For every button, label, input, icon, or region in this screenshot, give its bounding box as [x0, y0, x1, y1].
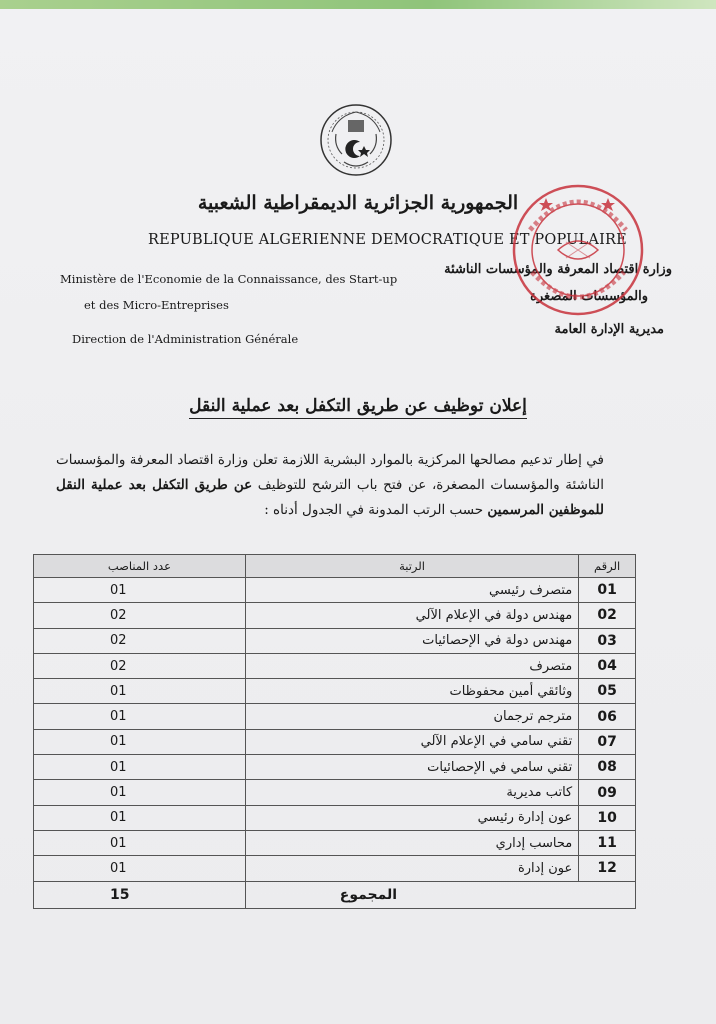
- cell-rank: عون إدارة رئيسي: [245, 805, 578, 830]
- cell-num: 10: [579, 805, 636, 830]
- ministry-ar-line2: والمؤسسات المصغرة: [530, 289, 648, 304]
- cell-posts: 01: [34, 856, 246, 881]
- cell-posts: 01: [34, 755, 246, 780]
- table-total-row: [34, 881, 636, 908]
- table-row: [34, 755, 636, 780]
- emblem-icon: [318, 102, 394, 178]
- cell-num: 02: [579, 603, 636, 628]
- cell-num: 03: [579, 628, 636, 653]
- table-row: [34, 704, 636, 729]
- intro-text-2: حسب الرتب المدونة في الجدول أدناه :: [264, 502, 488, 518]
- cell-num: 12: [579, 856, 636, 881]
- table-row: [34, 679, 636, 704]
- table-header-row: [34, 555, 636, 578]
- cell-posts: 01: [34, 780, 246, 805]
- cell-rank: محاسب إداري: [245, 830, 578, 855]
- cell-rank: عون إدارة: [245, 856, 578, 881]
- table-row: [34, 653, 636, 678]
- announcement-title-text: إعلان توظيف عن طريق التكفل بعد عملية النقل: [189, 396, 527, 419]
- cell-posts: 01: [34, 578, 246, 603]
- cell-posts: 01: [34, 830, 246, 855]
- cell-num: 06: [579, 704, 636, 729]
- cell-num: 05: [579, 679, 636, 704]
- ministry-fr-line2: et des Micro-Entreprises: [84, 298, 229, 312]
- cell-rank: مترجم ترجمان: [245, 704, 578, 729]
- total-label: المجموع: [245, 881, 635, 908]
- total-value: 15: [34, 881, 246, 908]
- cell-rank: كاتب مديرية: [245, 780, 578, 805]
- french-republic-title: REPUBLIQUE ALGERIENNE DEMOCRATIQUE ET POPULAIRE: [148, 232, 627, 248]
- table-row: [34, 805, 636, 830]
- cell-num: 11: [579, 830, 636, 855]
- table-row: [34, 856, 636, 881]
- cell-posts: 02: [34, 653, 246, 678]
- cell-posts: 01: [34, 805, 246, 830]
- table-row: [34, 830, 636, 855]
- table-row: [34, 578, 636, 603]
- intro-text-1: في إطار تدعيم مصالحها المركزية بالموارد البشرية اللازمة تعلن وزارة اقتصاد المعرفة والمؤسسات الناشئة والمؤسسات المصغرة، عن فتح باب الترشح للتوظيف: [56, 452, 604, 493]
- cell-rank: تقني سامي في الإحصائيات: [245, 755, 578, 780]
- table-row: [34, 729, 636, 754]
- cell-posts: 02: [34, 603, 246, 628]
- cell-posts: 02: [34, 628, 246, 653]
- cell-num: 09: [579, 780, 636, 805]
- ministry-fr-line1: Ministère de l'Economie de la Connaissance, des Start-up: [60, 272, 398, 286]
- positions-table: [33, 554, 636, 909]
- ministry-ar-line1: وزارة اقتصاد المعرفة والمؤسسات الناشئة: [444, 262, 672, 277]
- table-row: [34, 780, 636, 805]
- cell-num: 07: [579, 729, 636, 754]
- header-num: الرقم: [579, 555, 636, 578]
- header-posts: عدد المناصب: [34, 555, 246, 578]
- cell-rank: متصرف: [245, 653, 578, 678]
- direction-ar: مديرية الإدارة العامة: [554, 322, 664, 337]
- direction-fr: Direction de l'Administration Générale: [72, 332, 299, 346]
- announcement-title: [0, 396, 716, 416]
- cell-num: 01: [579, 578, 636, 603]
- cell-num: 08: [579, 755, 636, 780]
- cell-rank: متصرف رئيسي: [245, 578, 578, 603]
- table-row: [34, 603, 636, 628]
- cell-posts: 01: [34, 704, 246, 729]
- header-rank: الرتبة: [245, 555, 578, 578]
- intro-text-bold: عن طريق التكفل بعد عملية النقل للموظفين المرسمين: [56, 477, 604, 518]
- cell-rank: مهندس دولة في الإحصائيات: [245, 628, 578, 653]
- announcement-intro: [56, 448, 604, 523]
- stamp-icon: [508, 180, 648, 320]
- top-edge-strip: [0, 0, 716, 9]
- cell-rank: مهندس دولة في الإعلام الآلي: [245, 603, 578, 628]
- cell-posts: 01: [34, 729, 246, 754]
- table-row: [34, 628, 636, 653]
- cell-rank: وثائقي أمين محفوظات: [245, 679, 578, 704]
- cell-posts: 01: [34, 679, 246, 704]
- cell-num: 04: [579, 653, 636, 678]
- cell-rank: تقني سامي في الإعلام الآلي: [245, 729, 578, 754]
- arabic-republic-title: الجمهورية الجزائرية الديمقراطية الشعبية: [197, 192, 519, 214]
